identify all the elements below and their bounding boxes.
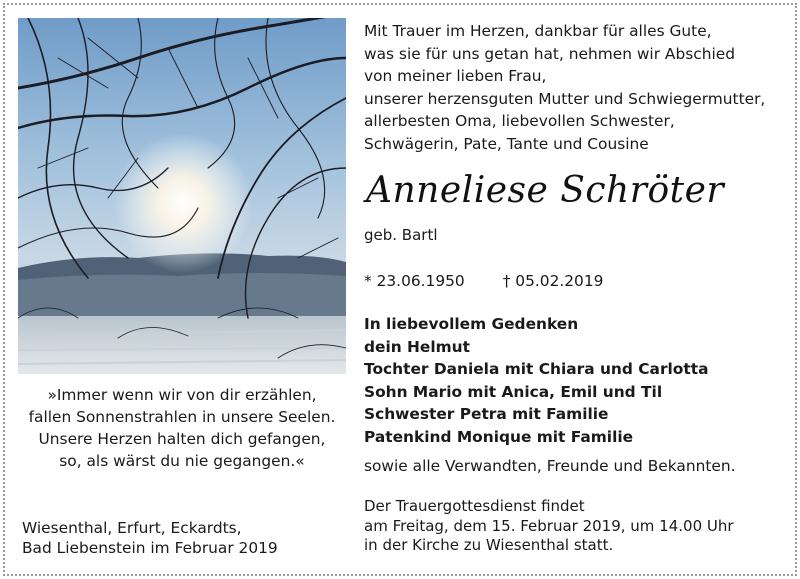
- deceased-name: Anneliese Schröter: [366, 170, 725, 211]
- service-line: in der Kirche zu Wiesenthal statt.: [364, 536, 614, 554]
- intro-line: Mit Trauer im Herzen, dankbar für alles Gute,: [364, 22, 712, 40]
- memorial-quote: [18, 384, 346, 472]
- intro-line: von meiner lieben Frau,: [364, 67, 547, 86]
- memorial-photo: [18, 18, 346, 374]
- intro-text: [364, 20, 765, 156]
- service-line: am Freitag, dem 15. Februar 2019, um 14.00 Uhr: [364, 516, 734, 535]
- quote-line: »Immer wenn wir von dir erzählen,: [47, 386, 317, 404]
- intro-line: allerbesten Oma, liebevollen Schwester,: [364, 112, 675, 131]
- death-date: † 05.02.2019: [502, 272, 604, 290]
- place-and-date: [22, 518, 278, 558]
- quote-line: so, als wärst du nie gegangen.«: [59, 452, 305, 470]
- intro-line: Schwägerin, Pate, Tante und Cousine: [364, 134, 649, 153]
- mourners-list: [364, 313, 708, 449]
- mourner-line: dein Helmut: [364, 337, 470, 356]
- relatives-line: sowie alle Verwandten, Freunde und Bekannten.: [364, 457, 736, 475]
- maiden-name: geb. Bartl: [364, 226, 438, 244]
- service-line: Der Trauergottesdienst findet: [364, 497, 585, 515]
- mourner-line: Patenkind Monique mit Familie: [364, 427, 634, 446]
- quote-line: Unsere Herzen halten dich gefangen,: [38, 430, 326, 448]
- life-dates: [364, 272, 603, 290]
- mourner-line: Schwester Petra mit Familie: [364, 405, 609, 424]
- intro-line: unserer herzensguten Mutter und Schwiegermutter,: [364, 89, 766, 108]
- intro-line: was sie für uns getan hat, nehmen wir Abschied: [364, 44, 735, 63]
- quote-line: fallen Sonnenstrahlen in unsere Seelen.: [28, 408, 336, 426]
- funeral-service-info: [364, 497, 734, 556]
- mourner-line: In liebevollem Gedenken: [364, 315, 579, 333]
- mourner-line: Tochter Daniela mit Chiara und Carlotta: [364, 360, 709, 379]
- mourner-line: Sohn Mario mit Anica, Emil und Til: [364, 382, 663, 401]
- place-line: Bad Liebenstein im Februar 2019: [22, 539, 278, 557]
- place-line: Wiesenthal, Erfurt, Eckardts,: [22, 519, 242, 537]
- birth-date: * 23.06.1950: [364, 272, 465, 290]
